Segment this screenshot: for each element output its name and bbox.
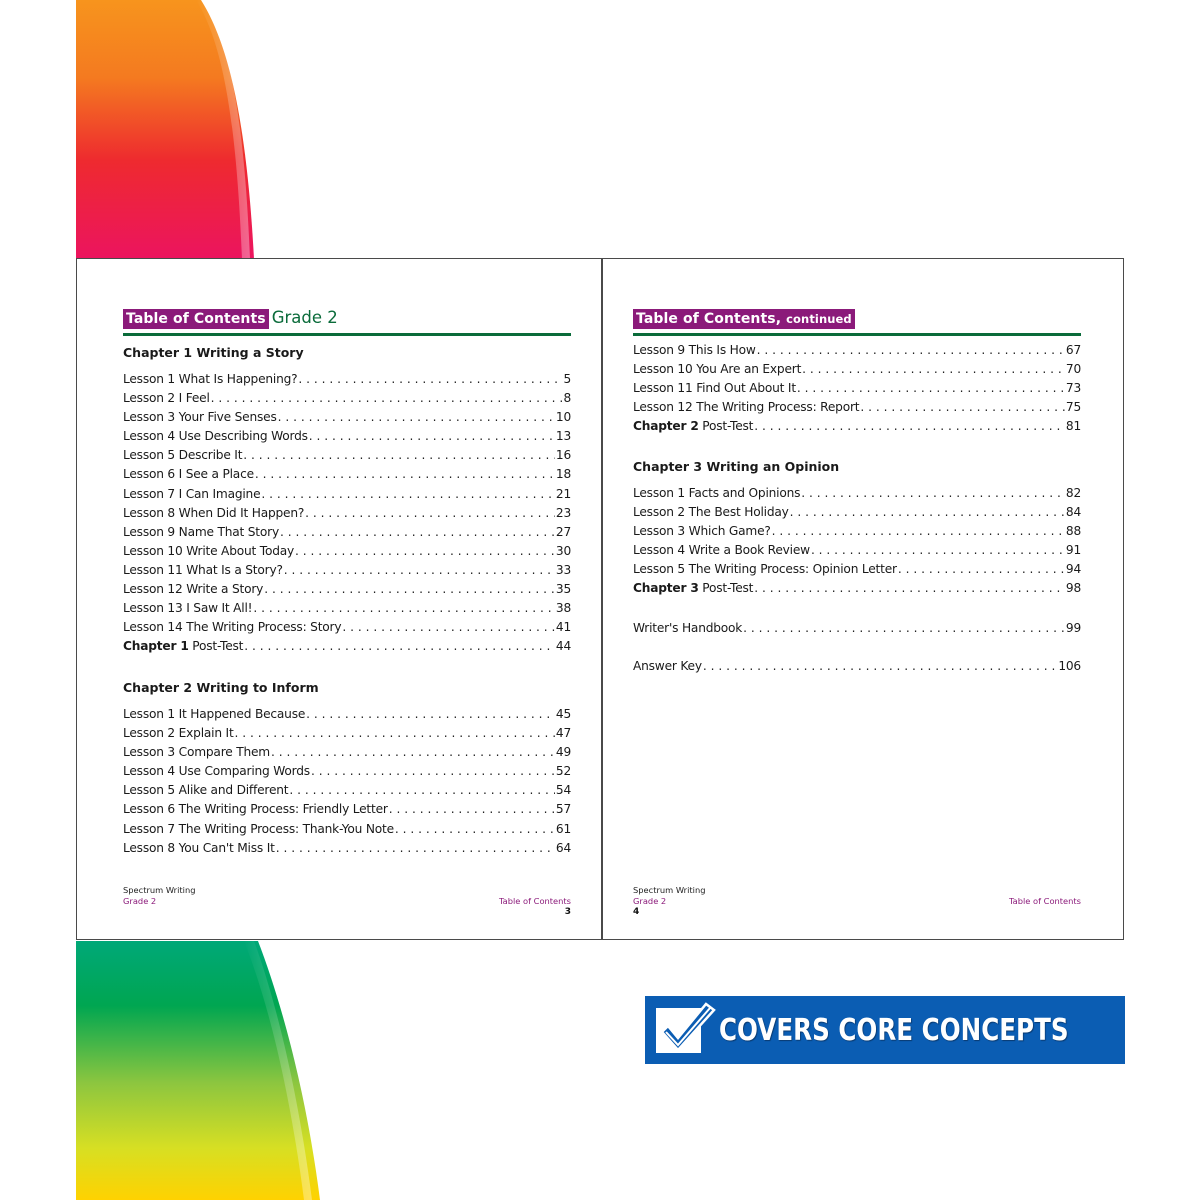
grade-subtitle: Grade 2 xyxy=(271,308,338,327)
toc-entry[interactable]: Lesson 10 Write About Today . . . 30 xyxy=(123,544,571,563)
left-page xyxy=(123,259,571,939)
toc-entry[interactable]: Lesson 6 The Writing Process: Friendly Letter . . . 57 xyxy=(123,802,571,821)
right-footer-right xyxy=(1009,885,1081,907)
toc-title-badge: Table of Contents, continued xyxy=(633,309,855,329)
left-footer-right xyxy=(499,885,571,918)
dot-leader xyxy=(754,581,1065,595)
toc-entry[interactable]: Lesson 1 Facts and Opinions . . . 82 xyxy=(633,486,1081,505)
dot-leader xyxy=(306,707,555,721)
dot-leader xyxy=(898,562,1065,576)
toc-entry[interactable]: Lesson 11 What Is a Story? . . . 33 xyxy=(123,563,571,582)
footer-section: Table of Contents xyxy=(1008,896,1081,906)
toc-entry[interactable]: Lesson 8 When Did It Happen? . . . 23 xyxy=(123,506,571,525)
dot-leader xyxy=(305,506,555,520)
dot-leader xyxy=(289,783,555,797)
dot-leader xyxy=(253,601,555,615)
right-page xyxy=(633,259,1081,939)
dot-leader xyxy=(772,524,1065,538)
chapter-3-title: Chapter 3 Writing an Opinion xyxy=(633,459,840,474)
dot-leader xyxy=(802,362,1065,376)
toc-entry[interactable]: Lesson 5 The Writing Process: Opinion Letter . . . 94 xyxy=(633,562,1081,581)
page-number: 4 xyxy=(633,907,640,917)
toc-entry[interactable]: Lesson 3 Which Game? . . . 88 xyxy=(633,524,1081,543)
chapter-2-continued-entries xyxy=(633,343,1081,438)
toc-entry[interactable]: Lesson 9 This Is How . . . 67 xyxy=(633,343,1081,362)
dot-leader xyxy=(244,639,555,653)
chapter-1-entries xyxy=(123,372,571,658)
dot-leader xyxy=(261,487,555,501)
decorative-gradient-top xyxy=(76,0,262,259)
toc-entry[interactable]: Lesson 9 Name That Story . . . 27 xyxy=(123,525,571,544)
toc-entry[interactable]: Lesson 1 What Is Happening? . . . 5 xyxy=(123,372,571,391)
dot-leader xyxy=(790,505,1065,519)
dot-leader xyxy=(311,764,555,778)
toc-entry[interactable]: Lesson 14 The Writing Process: Story . . . 41 xyxy=(123,620,571,639)
toc-entry[interactable]: Lesson 12 The Writing Process: Report . . . 75 xyxy=(633,400,1081,419)
book-spread xyxy=(76,258,1124,940)
toc-entry[interactable]: Lesson 5 Describe It . . . 16 xyxy=(123,448,571,467)
series-name: Spectrum Writing xyxy=(123,885,196,895)
dot-leader xyxy=(264,582,555,596)
dot-leader xyxy=(389,802,555,816)
left-footer xyxy=(123,885,195,907)
toc-entry[interactable]: Lesson 12 Write a Story . . . 35 xyxy=(123,582,571,601)
toc-entry[interactable]: Lesson 4 Use Describing Words . . . 13 xyxy=(123,429,571,448)
toc-entry-post-test[interactable]: Chapter 1 Post-Test . . . 44 xyxy=(123,639,571,658)
toc-entry[interactable]: Lesson 7 I Can Imagine . . . 21 xyxy=(123,487,571,506)
dot-leader xyxy=(309,429,555,443)
dot-leader xyxy=(235,726,555,740)
toc-header-continued xyxy=(633,308,1081,336)
footer-grade: Grade 2 xyxy=(123,896,157,906)
toc-entry[interactable]: Lesson 1 It Happened Because . . . 45 xyxy=(123,707,571,726)
chapter-2-title: Chapter 2 Writing to Inform xyxy=(123,680,319,695)
dot-leader xyxy=(278,410,555,424)
decorative-gradient-bottom xyxy=(76,941,326,1200)
toc-entry[interactable]: Lesson 2 The Best Holiday . . . 84 xyxy=(633,505,1081,524)
toc-entry-post-test[interactable]: Chapter 2 Post-Test . . . 81 xyxy=(633,419,1081,438)
page-number: 3 xyxy=(564,907,571,917)
checkmark-icon xyxy=(656,1008,701,1053)
answer-key-entry xyxy=(633,659,1081,678)
toc-entry[interactable]: Lesson 2 Explain It . . . 47 xyxy=(123,726,571,745)
series-name: Spectrum Writing xyxy=(633,885,706,895)
dot-leader xyxy=(797,381,1065,395)
dot-leader xyxy=(860,400,1065,414)
toc-entry[interactable]: Lesson 3 Compare Them . . . 49 xyxy=(123,745,571,764)
toc-entry[interactable]: Lesson 6 I See a Place . . . 18 xyxy=(123,467,571,486)
toc-entry[interactable]: Lesson 10 You Are an Expert . . . 70 xyxy=(633,362,1081,381)
toc-entry[interactable]: Lesson 4 Use Comparing Words . . . 52 xyxy=(123,764,571,783)
footer-section: Table of Contents xyxy=(498,896,571,906)
toc-entry[interactable]: Lesson 7 The Writing Process: Thank-You Note . . . 61 xyxy=(123,822,571,841)
dot-leader xyxy=(757,343,1065,357)
toc-title-badge: Table of Contents xyxy=(123,309,269,329)
toc-entry[interactable]: Lesson 4 Write a Book Review . . . 91 xyxy=(633,543,1081,562)
dot-leader xyxy=(280,525,555,539)
toc-entry[interactable]: Lesson 2 I Feel . . . 8 xyxy=(123,391,571,410)
toc-entry[interactable]: Lesson 8 You Can't Miss It . . . 64 xyxy=(123,841,571,860)
dot-leader xyxy=(276,841,555,855)
dot-leader xyxy=(395,822,555,836)
dot-leader xyxy=(342,620,555,634)
dot-leader xyxy=(801,486,1065,500)
footer-grade: Grade 2 xyxy=(633,896,667,906)
dot-leader xyxy=(743,621,1065,635)
toc-entry[interactable]: Lesson 11 Find Out About It . . . 73 xyxy=(633,381,1081,400)
dot-leader xyxy=(295,544,555,558)
toc-entry-post-test[interactable]: Chapter 3 Post-Test . . . 98 xyxy=(633,581,1081,600)
toc-entry[interactable]: Lesson 13 I Saw It All! . . . 38 xyxy=(123,601,571,620)
covers-core-concepts-banner xyxy=(645,996,1125,1064)
toc-header xyxy=(123,308,571,336)
dot-leader xyxy=(703,659,1057,673)
chapter-3-entries xyxy=(633,486,1081,601)
writers-handbook-entry xyxy=(633,621,1081,640)
dot-leader xyxy=(271,745,555,759)
toc-entry[interactable]: Lesson 3 Your Five Senses . . . 10 xyxy=(123,410,571,429)
dot-leader xyxy=(284,563,555,577)
dot-leader xyxy=(811,543,1065,557)
dot-leader xyxy=(243,448,555,462)
right-footer xyxy=(633,885,705,918)
toc-entry[interactable]: Lesson 5 Alike and Different . . . 54 xyxy=(123,783,571,802)
banner-text: COVERS CORE CONCEPTS xyxy=(719,1012,1069,1048)
toc-entry[interactable]: Answer Key . . . 106 xyxy=(633,659,1081,678)
chapter-1-title: Chapter 1 Writing a Story xyxy=(123,345,304,360)
dot-leader xyxy=(298,372,562,386)
toc-entry[interactable]: Writer's Handbook . . . 99 xyxy=(633,621,1081,640)
dot-leader xyxy=(211,391,563,405)
dot-leader xyxy=(754,419,1065,433)
page-divider xyxy=(601,259,603,939)
chapter-2-entries xyxy=(123,707,571,860)
dot-leader xyxy=(255,467,555,481)
